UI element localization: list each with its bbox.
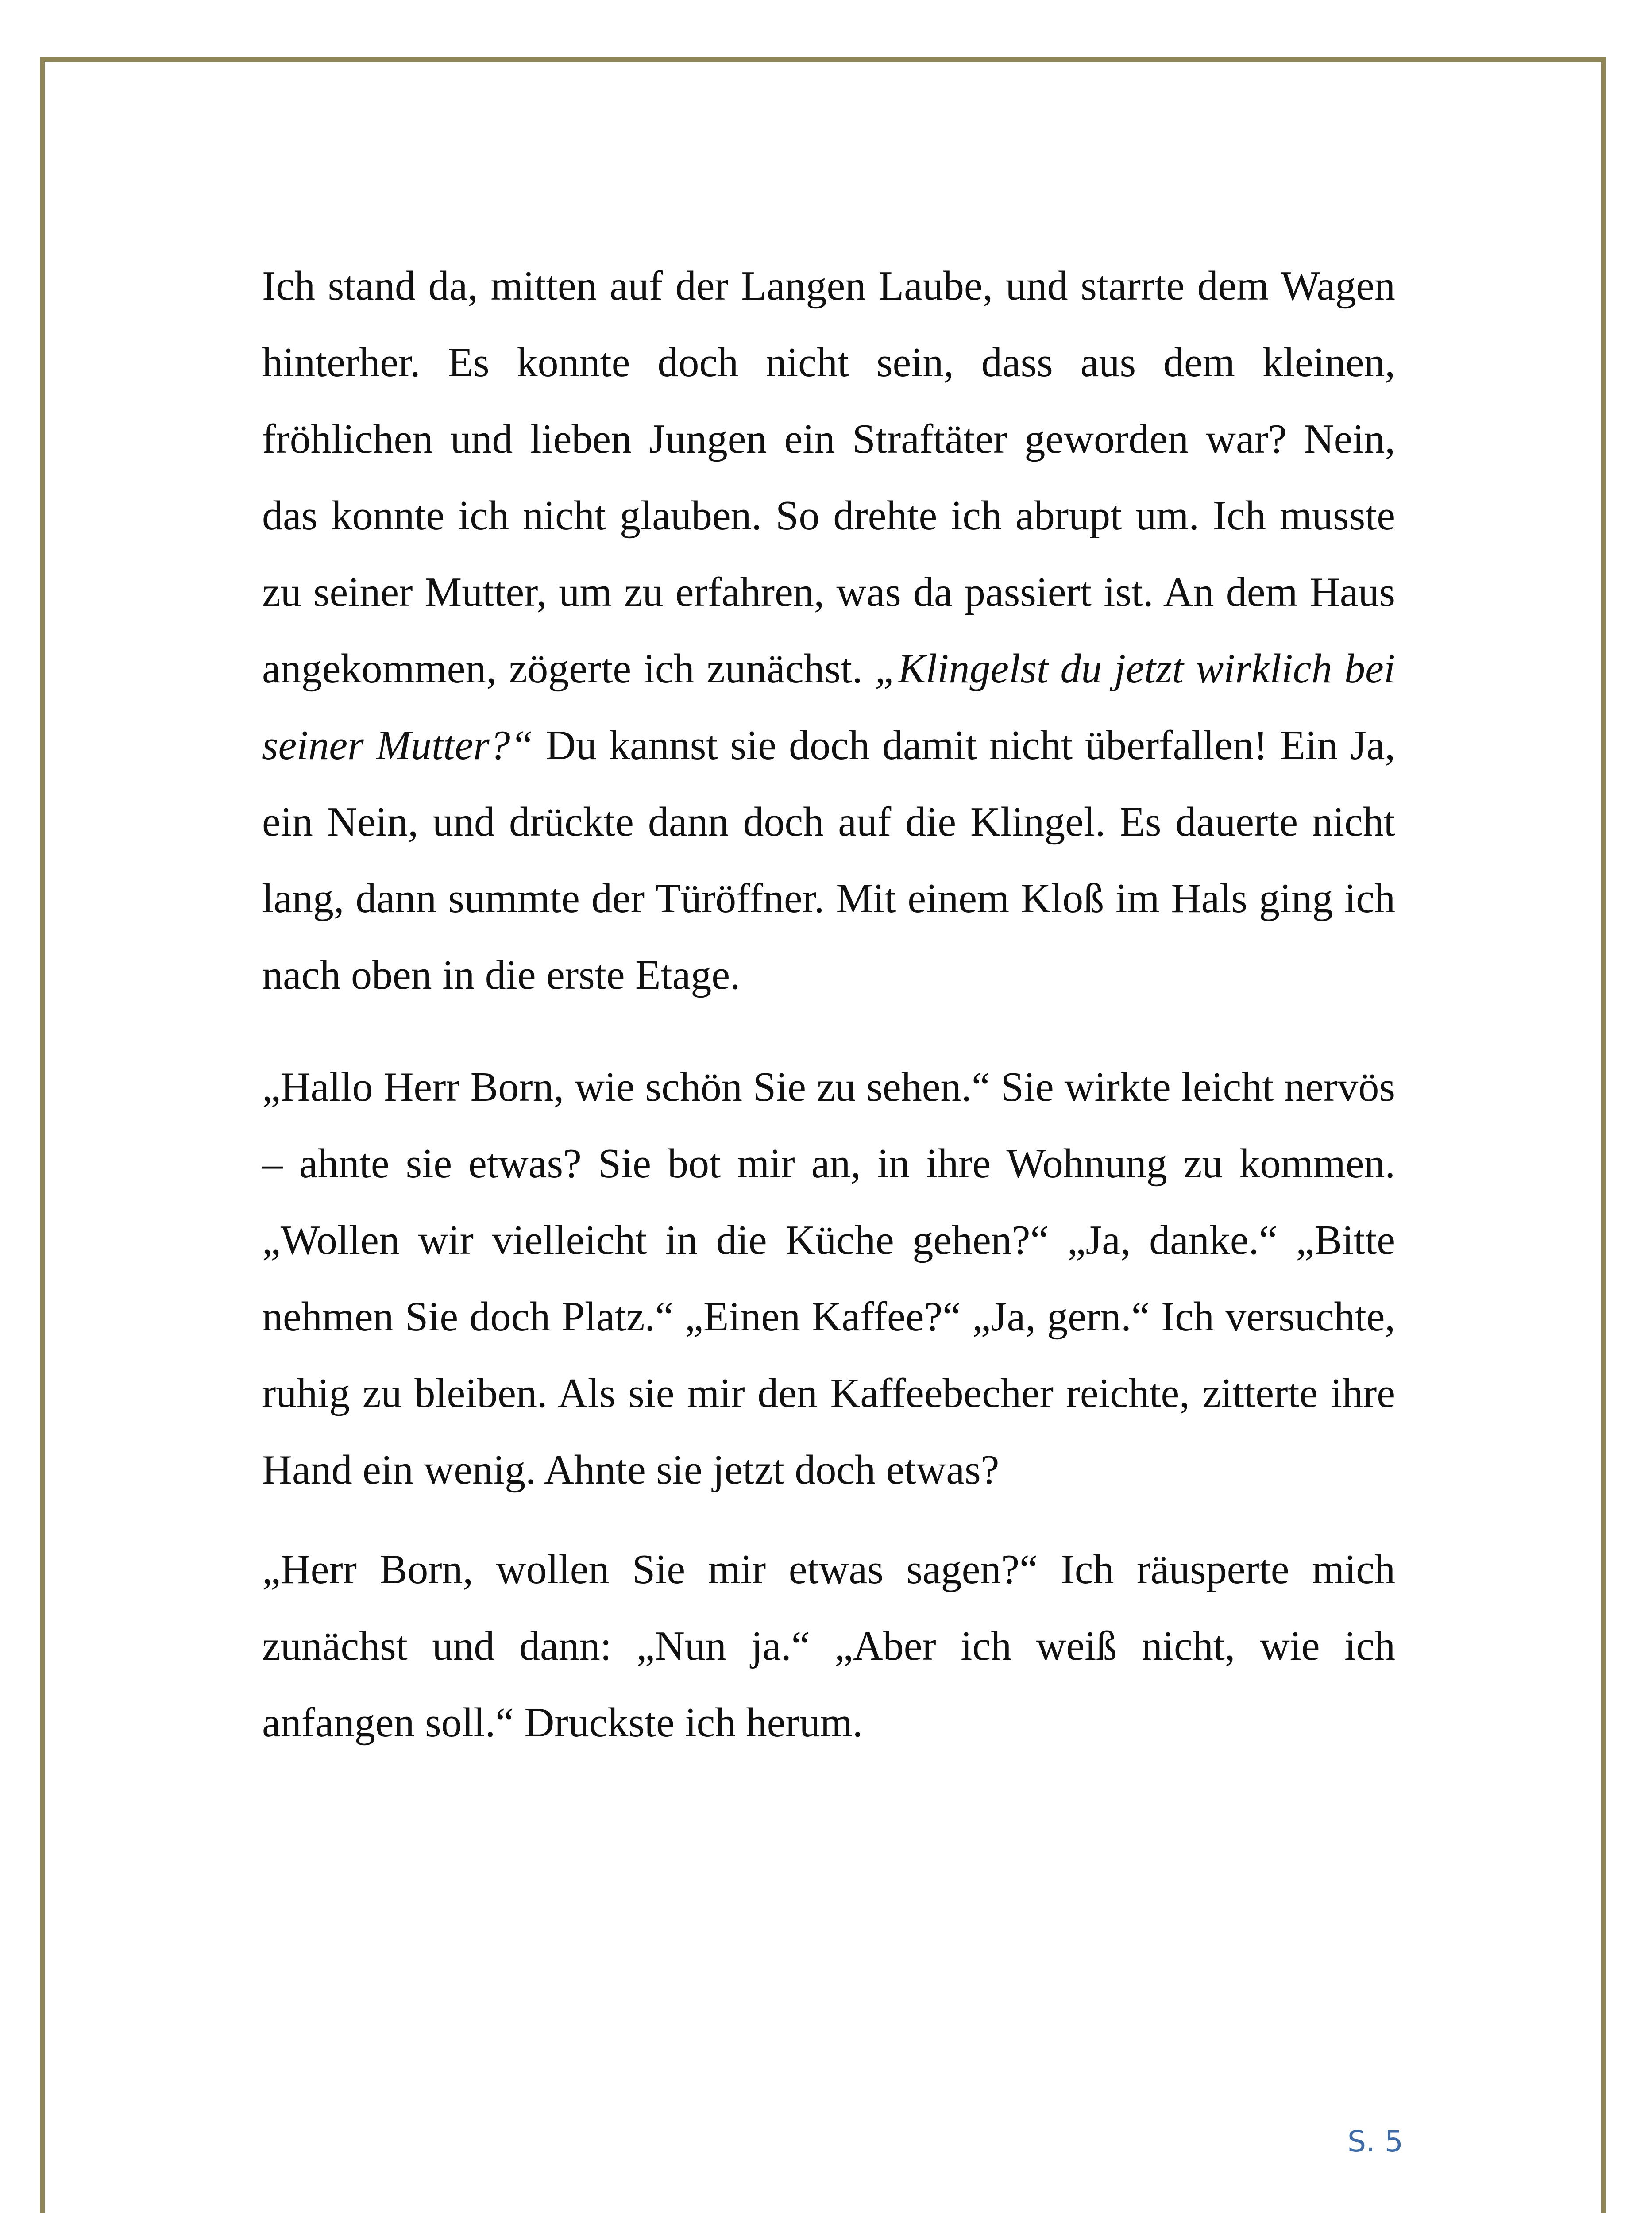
paragraph-3: „Herr Born, wollen Sie mir etwas sagen?“ Ich räusperte mich zunächst und dann: „Nun ja.“ „Aber ich weiß nicht, wie ich anfangen soll.“ Druckste ich herum. — [262, 1546, 1395, 1746]
paragraph-1-italic-thought: „Klingelst du jetzt wirklich bei seiner Mutter?“ — [262, 646, 1395, 768]
paragraph-1 — [262, 248, 1395, 1014]
page-number: S. 5 — [1347, 2124, 1403, 2159]
paragraph-1-text-start: Ich stand da, mitten auf der Langen Laube, und starrte dem Wagen hinterher. Es konnte doch nicht sein, dass aus dem kleinen, fröhlichen und lieben Jungen ein Straftäter geworden war? Nein, das konnte ich nicht glauben. So drehte ich abrupt um. Ich musste zu seiner Mutter, um zu erfahren, was da passiert ist. An dem Haus angekommen, zögerte ich zunächst. — [262, 263, 1395, 692]
body-text — [262, 248, 1395, 1761]
paragraph-2: „Hallo Herr Born, wie schön Sie zu sehen.“ Sie wirkte leicht nervös – ahnte sie etwas? Sie bot mir an, in ihre Wohnung zu kommen. „Wollen wir vielleicht in die Küche gehen?“ „Ja, danke.“ „Bitte nehmen Sie doch Platz.“ „Einen Kaffee?“ „Ja, gern.“ Ich versuchte, ruhig zu bleiben. Als sie mir den Kaffeebecher reichte, zitterte ihre Hand ein wenig. Ahnte sie jetzt doch etwas? — [262, 1064, 1395, 1493]
paragraph-1-text-end: Du kannst sie doch damit nicht überfallen! Ein Ja, ein Nein, und drückte dann doch auf die Klingel. Es dauerte nicht lang, dann summte der Türöffner. Mit einem Kloß im Hals ging ich nach oben in die erste Etage. — [262, 722, 1395, 998]
